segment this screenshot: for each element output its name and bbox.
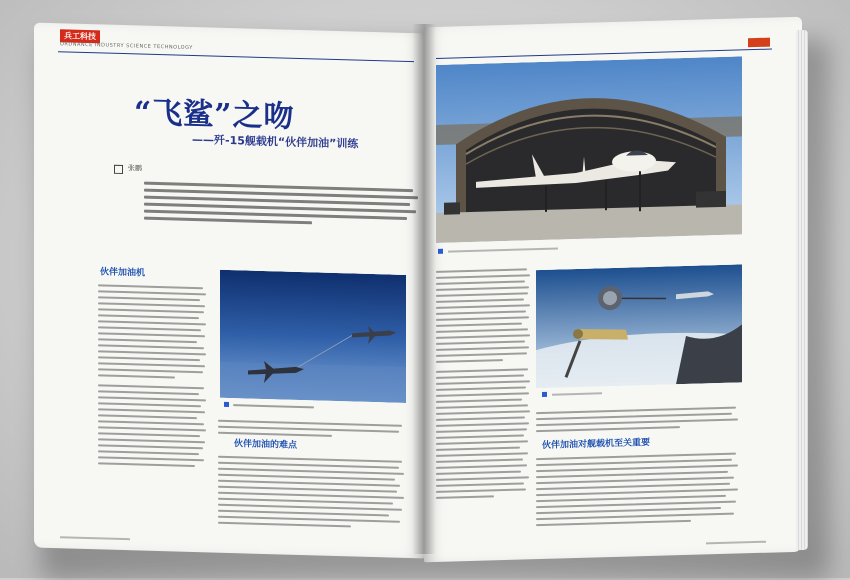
footer-rule-left [60,536,130,540]
header-rule [58,51,414,62]
section-tag: 兵工科技 [60,29,100,43]
refueling-drogue-photo [536,264,742,388]
section-heading-1: 伙伴加油机 [100,267,146,279]
spine-gutter [412,24,436,554]
byline-icon [114,165,123,174]
article-title: “飞鲨”之吻 [134,95,295,135]
right-page [424,17,802,563]
body-column-right-2 [536,402,742,436]
section-heading-2: 伙伴加油的难点 [234,439,298,451]
section-heading-right: 伙伴加油对舰载机至关重要 [542,437,651,451]
body-column-1 [98,280,208,471]
left-page [34,23,424,559]
section-tag-subtitle: ORDNANCE INDUSTRY SCIENCE TECHNOLOGY [60,41,193,51]
photo-caption-right-2 [542,392,550,399]
hangar-aircraft-photo [436,56,742,243]
photo-caption-right-1 [438,249,446,256]
article-subtitle: ——歼-15舰载机“伙伴加油”训练 [192,132,359,151]
byline: 张鹏 [128,164,142,173]
body-column-right-1 [436,264,532,503]
footer-rule-right [706,541,766,545]
body-column-3 [218,452,408,533]
section-tag-right [748,38,770,48]
aerial-refueling-photo [220,270,406,403]
body-column-right-3 [536,448,742,530]
lead-paragraph [144,178,424,232]
page-edges [796,30,808,550]
